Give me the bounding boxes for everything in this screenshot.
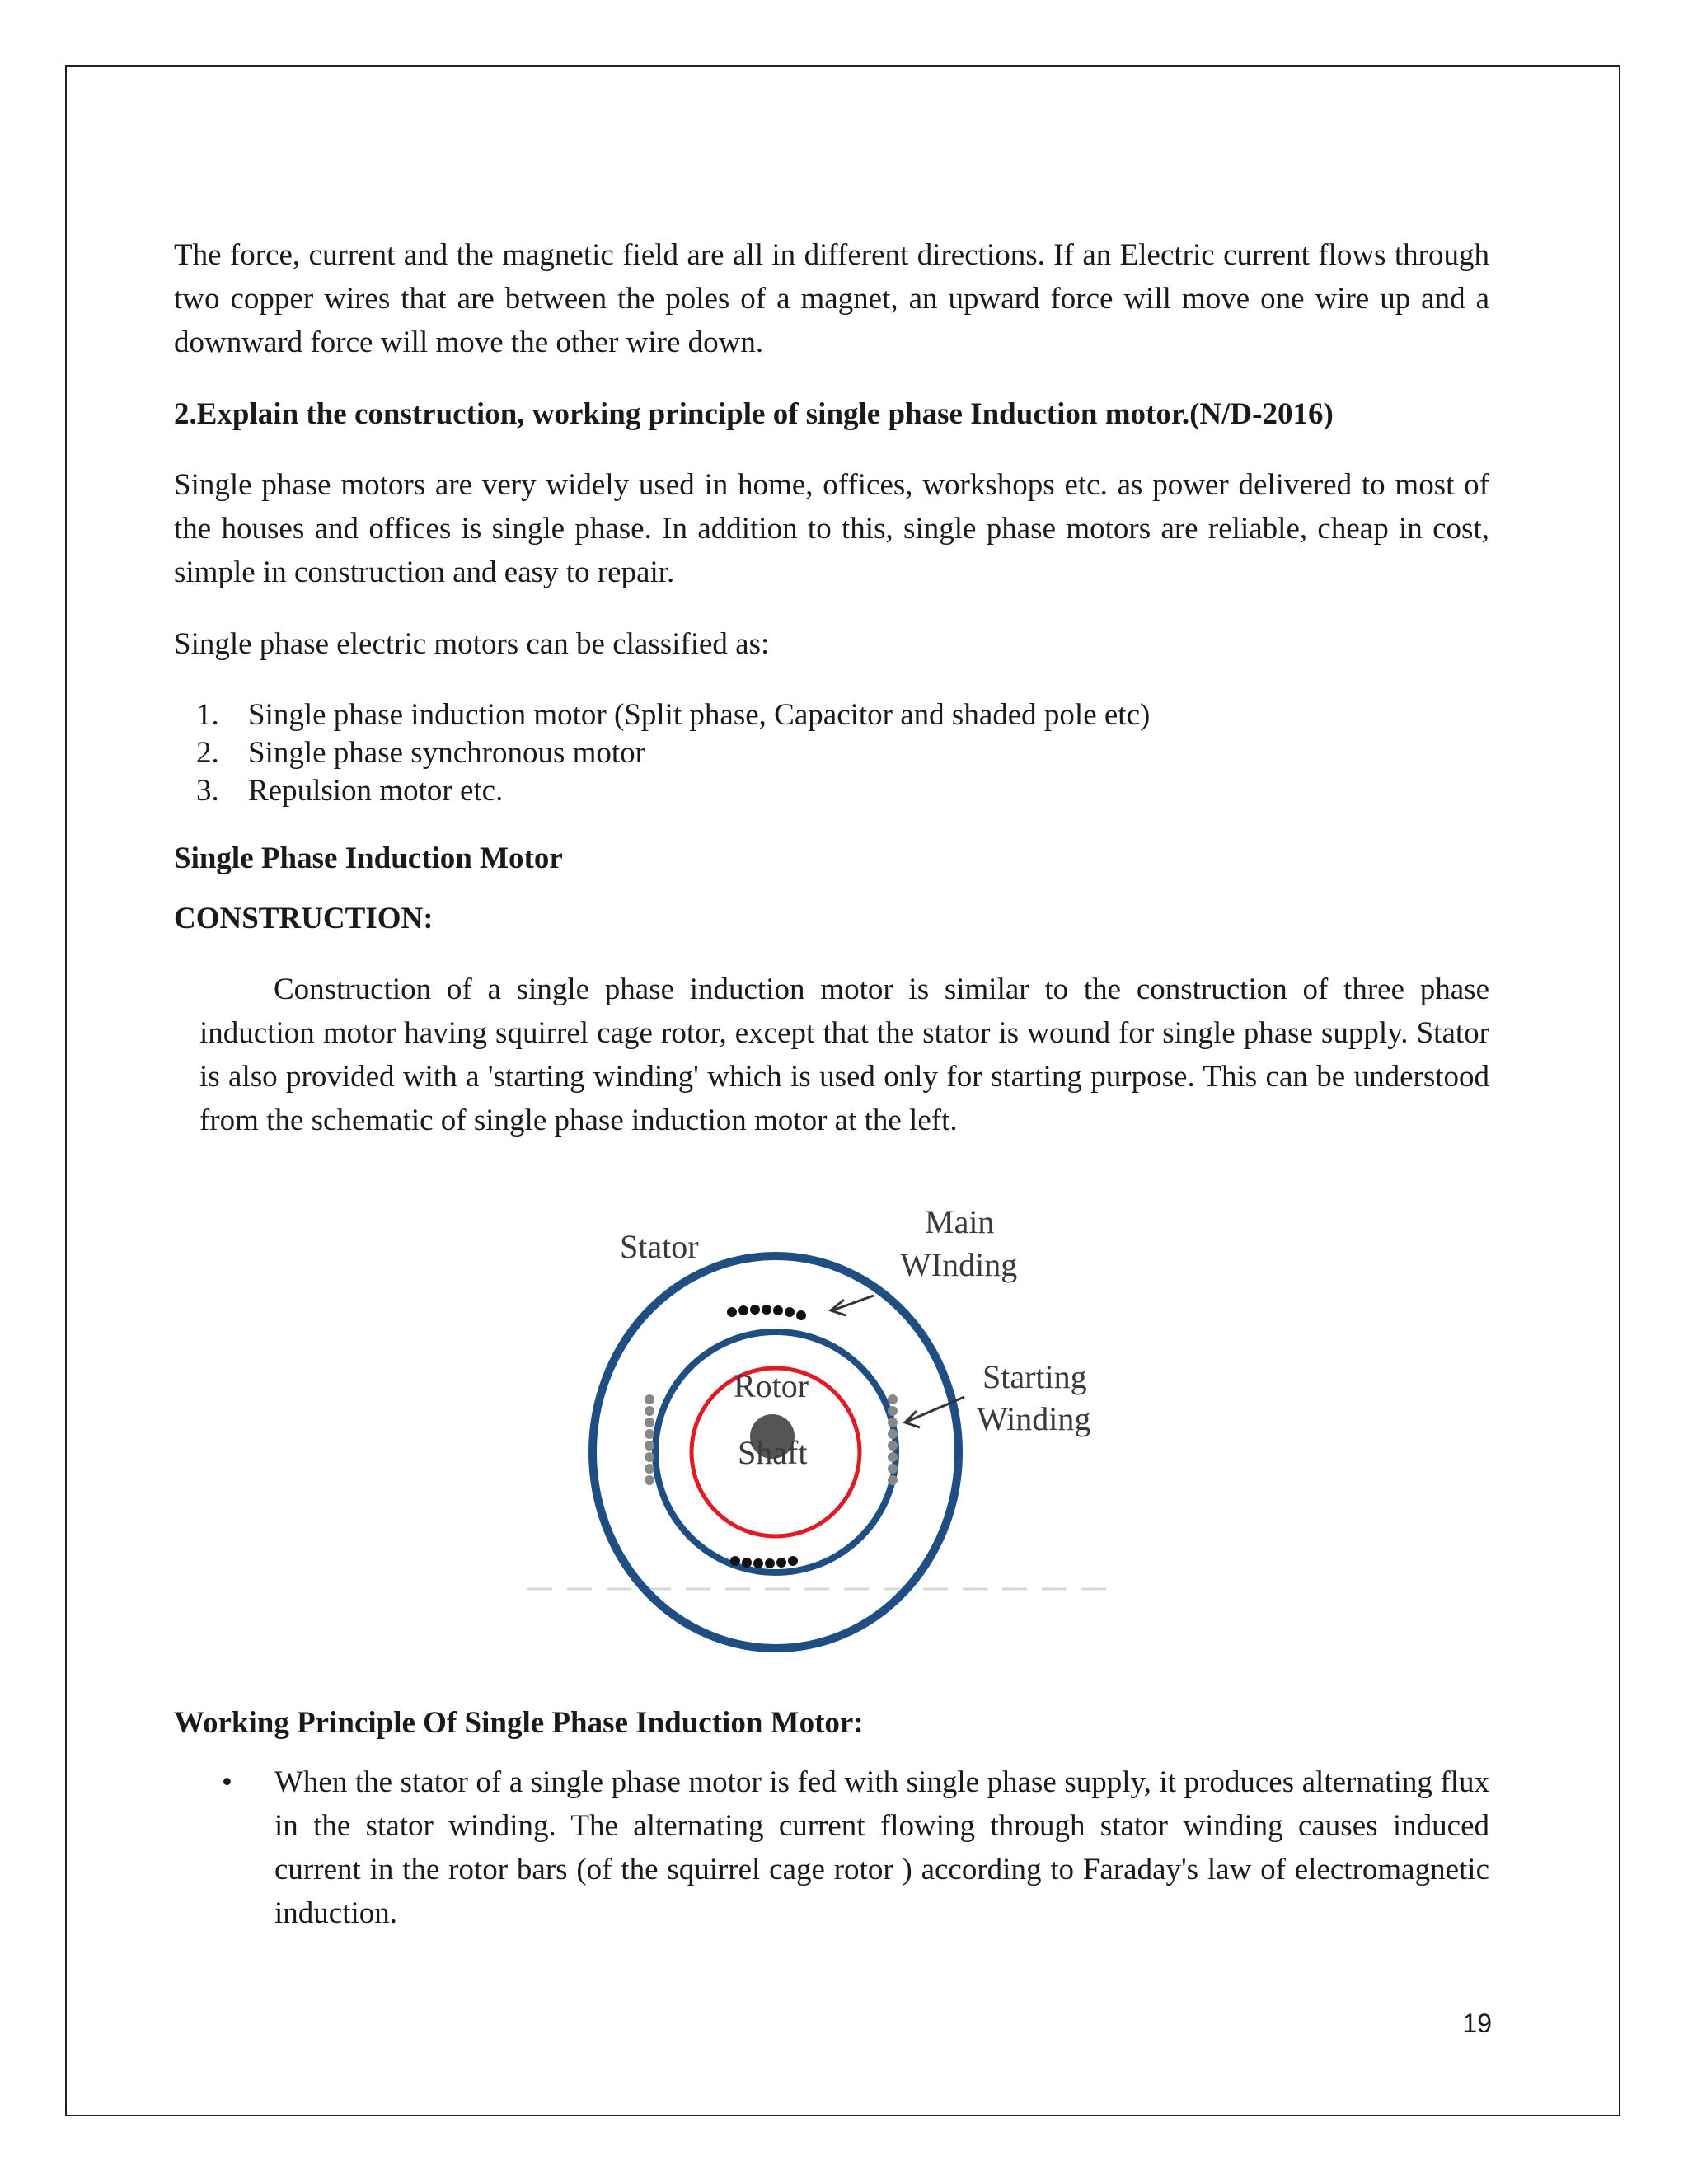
starting-winding-label-line2: Winding — [977, 1400, 1091, 1437]
rotor-label: Rotor — [734, 1367, 809, 1404]
classification-intro: Single phase electric motors can be classified as: — [174, 627, 770, 661]
stator-label: Stator — [620, 1228, 699, 1265]
classification-list — [174, 696, 1410, 810]
list-item: 1. Single phase induction motor (Split phase, Capacitor and shaded pole etc) — [196, 698, 1151, 732]
intro-paragraph: The force, current and the magnetic field are all in different directions. If an Electric current flows through two copper wires that are between the poles of a magnet, an upward force will move one wire up and a downward force will move the other wire down. — [174, 238, 1489, 359]
list-item: • When the stator of a single phase motor is fed with single phase supply, it produces alternating flux in the stator winding. The alternating current flowing through stator winding causes induced current in the rotor bars (of the squirrel cage rotor ) according to Faraday's law of electromagnetic induction. — [222, 1765, 1489, 1930]
working-bullets — [174, 1760, 1489, 1935]
page-number: 19 — [1462, 2008, 1492, 2038]
construction-heading: CONSTRUCTION: — [174, 902, 434, 935]
main-winding-top — [727, 1305, 806, 1320]
main-winding-label-line1: Main — [925, 1203, 995, 1240]
starting-winding-label-line1: Starting — [982, 1358, 1087, 1395]
question-heading: 2.Explain the construction, working principle of single phase Induction motor.(N/D-2016) — [174, 397, 1334, 431]
list-item: 2. Single phase synchronous motor — [196, 736, 645, 770]
main-winding-label-line2: WInding — [900, 1246, 1018, 1283]
motor-schematic — [528, 1187, 1154, 1665]
section-title: Single Phase Induction Motor — [174, 841, 563, 875]
list-item: 3. Repulsion motor etc. — [196, 774, 504, 808]
shaft-label: Shaft — [738, 1434, 808, 1471]
construction-paragraph: Construction of a single phase induction motor is similar to the construction of three phase induction motor having squirrel cage rotor, except that the stator is wound for single phase supply. Stator is also provided with a 'starting winding' which is used only for starting purpose. This can be understood from the schematic of single phase induction motor at the left. — [199, 972, 1489, 1137]
usage-paragraph: Single phase motors are very widely used in home, offices, workshops etc. as power delivered to most of the houses and offices is single phase. In addition to this, single phase motors are reliable, cheap in cost, simple in construction and easy to repair. — [174, 468, 1489, 589]
working-heading: Working Principle Of Single Phase Induction Motor: — [174, 1706, 864, 1740]
